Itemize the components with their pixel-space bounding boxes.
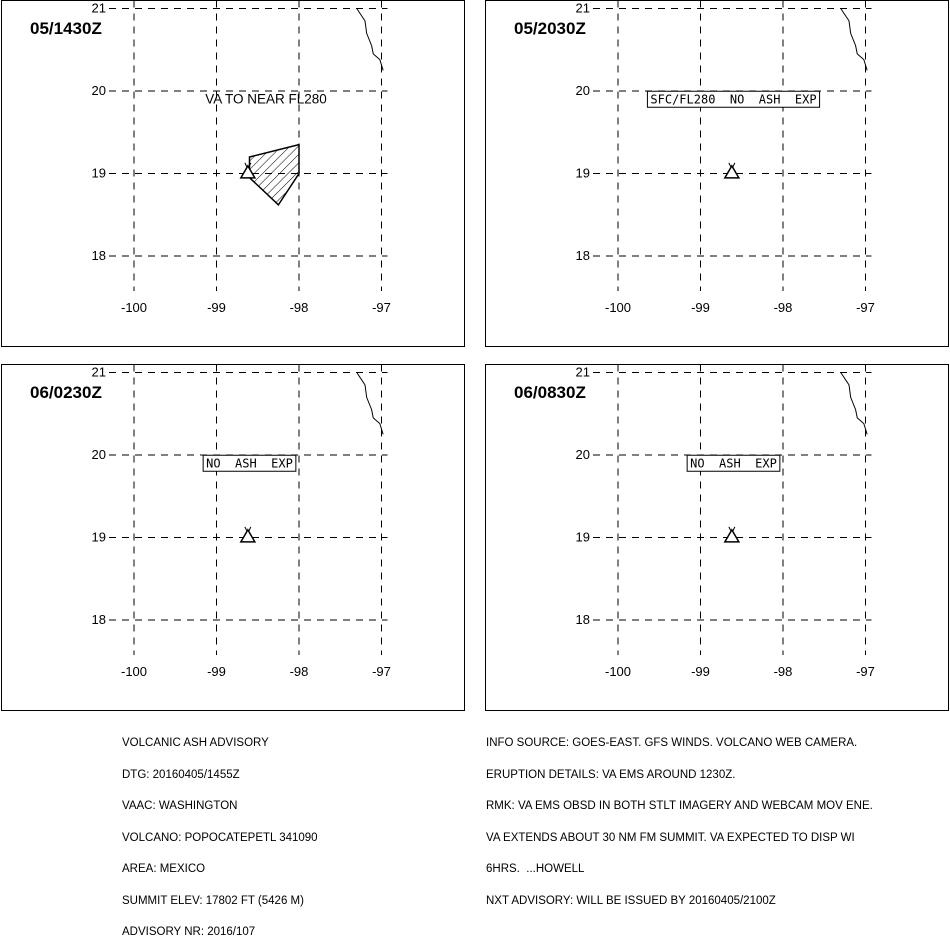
map-panel-1	[2, 1, 466, 348]
forecast-panel-1	[1, 0, 465, 347]
info-block	[486, 717, 873, 917]
info-source: INFO SOURCE: GOES-EAST. GFS WINDS. VOLCANO WEB CAMERA.	[486, 737, 858, 749]
forecast-panel-2	[485, 0, 949, 347]
lat-tick-label: 20	[575, 447, 590, 462]
lat-tick-label: 19	[575, 165, 590, 181]
volcano-plume	[245, 527, 247, 531]
volcano-plume	[249, 527, 251, 531]
panel-label: NO ASH EXP	[206, 456, 293, 471]
lon-tick-label: -98	[289, 300, 309, 315]
map-panel-3	[2, 365, 466, 712]
lat-tick-label: 20	[91, 447, 106, 462]
map-panel-2	[486, 1, 950, 348]
lat-tick-label: 21	[575, 1, 590, 16]
next-advisory: NXT ADVISORY: WILL BE ISSUED BY 20160405/2100Z	[486, 894, 776, 907]
volcano-plume	[245, 163, 247, 167]
advisory-number: ADVISORY NR: 2016/107	[122, 926, 256, 938]
lat-tick-label: 18	[91, 248, 106, 263]
panel-label: NO ASH EXP	[690, 456, 777, 471]
lat-tick-label: 18	[575, 248, 590, 263]
lon-tick-label: -100	[120, 664, 148, 679]
lon-tick-label: -99	[207, 664, 226, 679]
volcano-plume	[733, 527, 735, 531]
lon-tick-label: -97	[856, 300, 875, 315]
lat-tick-label: 21	[91, 365, 106, 380]
volcano-plume	[729, 527, 731, 531]
lon-tick-label: -99	[691, 664, 710, 679]
map-panel-4	[486, 365, 950, 712]
volcano-plume	[729, 163, 731, 167]
remarks-line-3: 6HRS. ...HOWELL	[486, 863, 585, 875]
volcano-icon	[241, 527, 255, 542]
advisory-summit-elev: SUMMIT ELEV: 17802 FT (5426 M)	[122, 894, 304, 907]
panel-time: 06/0830Z	[514, 383, 586, 402]
volcano-cone	[725, 166, 739, 178]
lat-tick-label: 21	[91, 1, 106, 16]
coastline	[841, 373, 867, 435]
remarks-line-1: RMK: VA EMS OBSD IN BOTH STLT IMAGERY AND WEBCAM MOV ENE.	[486, 800, 873, 812]
lon-tick-label: -98	[289, 664, 309, 679]
volcano-cone	[725, 530, 739, 542]
eruption-details: ERUPTION DETAILS: VA EMS AROUND 1230Z.	[486, 768, 736, 781]
lat-tick-label: 20	[575, 83, 590, 98]
lat-tick-label: 19	[91, 529, 106, 545]
lon-tick-label: -100	[604, 664, 632, 679]
panel-label: SFC/FL280 NO ASH EXP	[650, 92, 817, 107]
lat-tick-label: 18	[91, 612, 106, 627]
advisory-volcano: VOLCANO: POPOCATEPETL 341090	[122, 831, 318, 844]
lon-tick-label: -97	[856, 664, 875, 679]
panel-time: 06/0230Z	[30, 383, 102, 402]
lon-tick-label: -97	[372, 664, 391, 679]
advisory-dtg: DTG: 20160405/1455Z	[122, 768, 240, 781]
panel-time: 05/2030Z	[514, 19, 586, 38]
lat-tick-label: 20	[91, 83, 106, 98]
coastline	[841, 9, 867, 71]
lon-tick-label: -97	[372, 300, 391, 315]
lat-tick-label: 19	[91, 165, 106, 181]
volcano-icon	[725, 527, 739, 542]
coastline	[357, 9, 383, 71]
lat-tick-label: 21	[575, 365, 590, 380]
remarks-line-2: VA EXTENDS ABOUT 30 NM FM SUMMIT. VA EXPECTED TO DISP WI	[486, 831, 855, 844]
volcano-plume	[733, 163, 735, 167]
forecast-panel-4	[485, 364, 949, 711]
lon-tick-label: -98	[773, 664, 793, 679]
advisory-block	[122, 717, 318, 948]
advisory-title: VOLCANIC ASH ADVISORY	[122, 737, 269, 749]
panel-label: VA TO NEAR FL280	[205, 91, 327, 107]
panel-time: 05/1430Z	[30, 19, 102, 38]
lon-tick-label: -99	[691, 300, 710, 315]
lon-tick-label: -98	[773, 300, 793, 315]
lon-tick-label: -99	[207, 300, 226, 315]
forecast-panel-3	[1, 364, 465, 711]
advisory-area: AREA: MEXICO	[122, 863, 206, 875]
volcano-icon	[725, 163, 739, 178]
coastline	[357, 373, 383, 435]
volcano-cone	[241, 530, 255, 542]
lon-tick-label: -100	[120, 300, 148, 315]
lat-tick-label: 19	[575, 529, 590, 545]
advisory-vaac: VAAC: WASHINGTON	[122, 800, 238, 812]
ash-cloud-polygon	[250, 145, 300, 205]
lon-tick-label: -100	[604, 300, 632, 315]
lat-tick-label: 18	[575, 612, 590, 627]
